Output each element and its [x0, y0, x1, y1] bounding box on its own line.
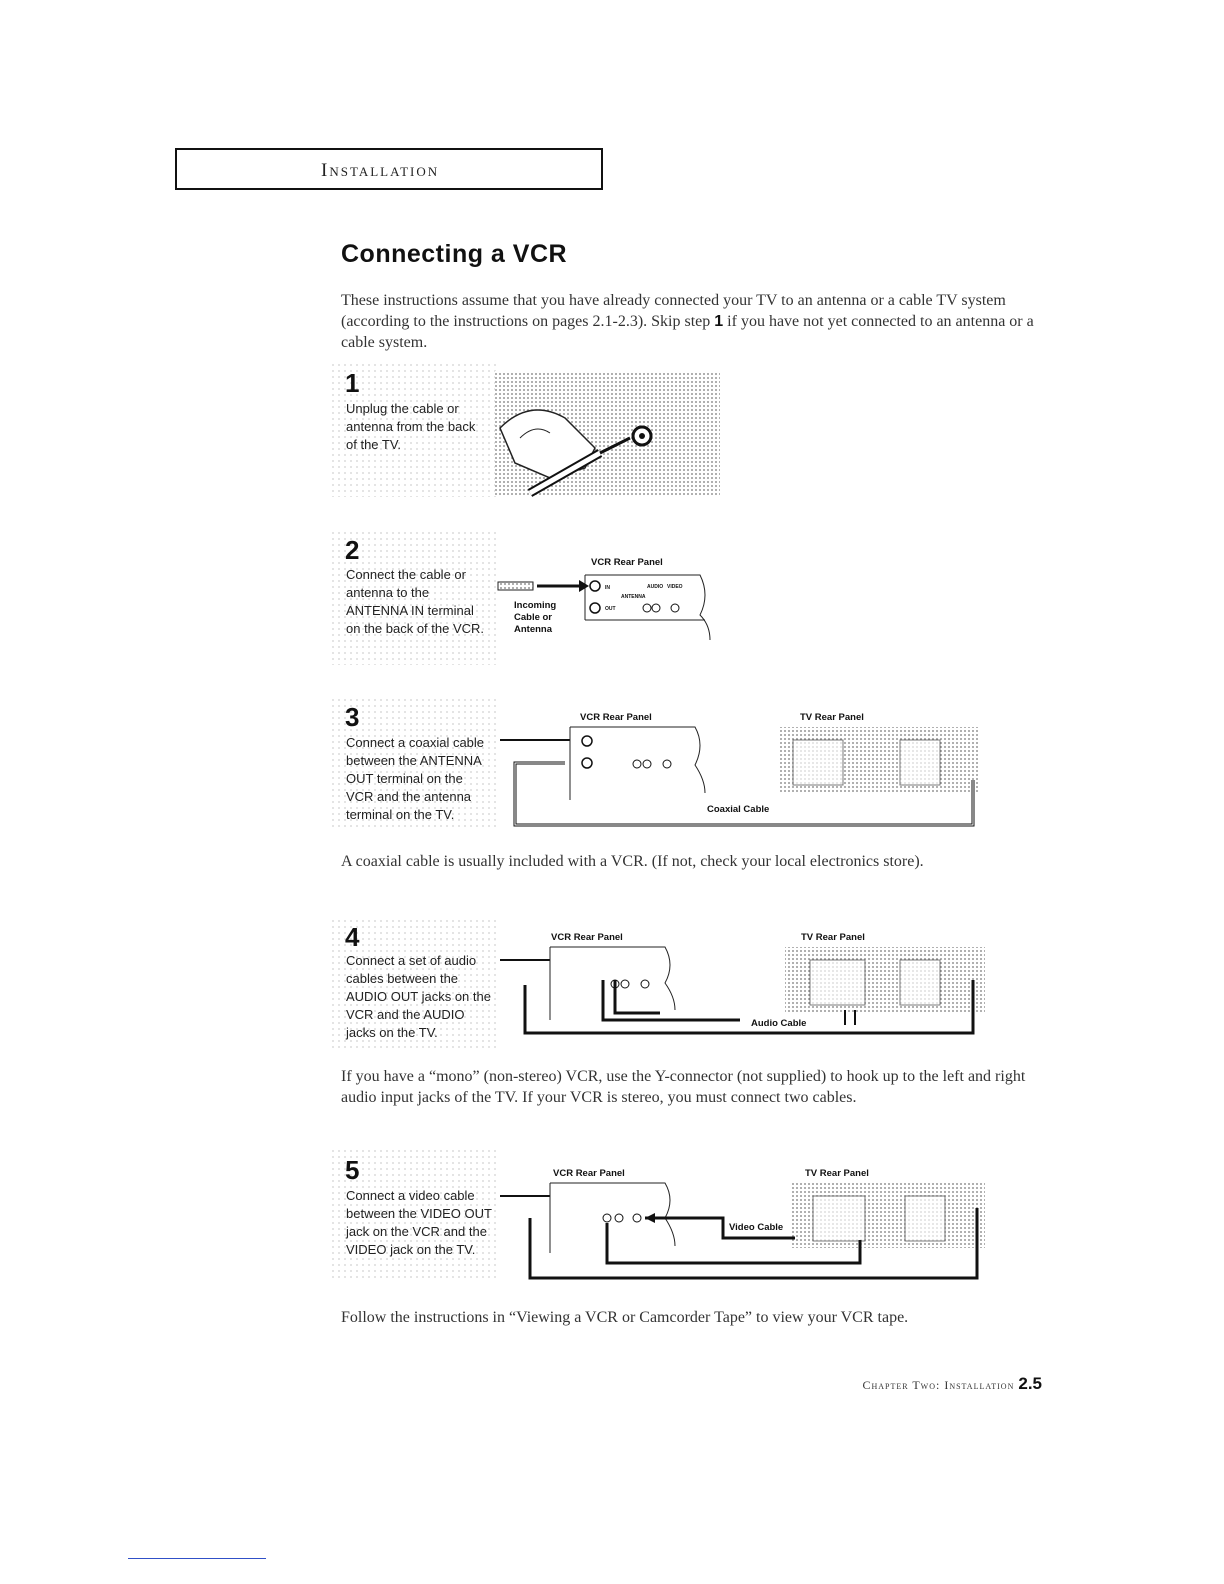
intro-paragraph: [341, 290, 1041, 353]
step-4-line: AUDIO OUT jacks on the: [346, 989, 491, 1004]
intro-text-2: if you have not yet connected to an antenna or a cable system.: [341, 313, 1034, 351]
step-5-line: Connect a video cable: [346, 1188, 475, 1203]
step-1-number: 1: [345, 368, 360, 398]
step-1-line: antenna from the back: [346, 419, 476, 434]
incoming-label: Incoming: [514, 600, 557, 611]
follow-note: Follow the instructions in “Viewing a VCR or Camcorder Tape” to view your VCR tape.: [341, 1309, 909, 1326]
footer-chapter: Chapter Two: Installation: [862, 1378, 1015, 1392]
step-1-instructions: [346, 400, 475, 454]
step-4-instructions: [346, 952, 491, 1042]
step-3-instructions: [346, 734, 484, 824]
step-3-line: between the ANTENNA: [346, 753, 482, 768]
step-3-number: 3: [345, 702, 360, 732]
step-2-line: Connect the cable or: [346, 567, 466, 582]
antenna-out-jack: [590, 603, 600, 613]
antenna-label: ANTENNA: [621, 594, 646, 600]
vcr-rear-panel-label: VCR Rear Panel: [551, 932, 623, 943]
section-header: Installation: [321, 160, 440, 181]
incoming-label: Antenna: [514, 624, 552, 635]
video-label: VIDEO: [667, 584, 683, 590]
step-1-illustration: [490, 368, 730, 498]
vcr-rear-panel-label: VCR Rear Panel: [591, 557, 663, 568]
step-2-instructions: [346, 566, 484, 638]
step-2-line: antenna to the: [346, 585, 430, 600]
coaxial-note: A coaxial cable is usually included with a VCR. (If not, check your local electronics store).: [341, 853, 924, 870]
incoming-cable-icon: [498, 582, 533, 590]
incoming-label: Cable or: [514, 612, 553, 623]
audio-label: AUDIO: [647, 584, 664, 590]
page-number: 2.5: [1018, 1374, 1042, 1393]
step-5-instructions: [346, 1187, 492, 1259]
in-label: IN: [605, 585, 610, 591]
step-5-diagram: [495, 1158, 1015, 1283]
page-footer: [862, 1374, 1042, 1394]
step-2-line: on the back of the VCR.: [346, 621, 485, 636]
step-4-line: Connect a set of audio: [346, 953, 477, 968]
step-3-line: Connect a coaxial cable: [346, 735, 485, 750]
step-2-line: ANTENNA IN terminal: [346, 603, 474, 618]
step-4-line: VCR and the AUDIO: [346, 1007, 465, 1022]
vcr-rear-panel-label: VCR Rear Panel: [553, 1168, 625, 1179]
step-3-line: terminal on the TV.: [346, 807, 455, 822]
step-3-line: VCR and the antenna: [346, 789, 472, 804]
step-4-diagram: [495, 925, 1015, 1050]
step-2-diagram: [495, 550, 735, 660]
step-5-number: 5: [345, 1155, 360, 1185]
audio-cable-label: Audio Cable: [751, 1018, 807, 1029]
intro-text-1: These instructions assume that you have already connected your TV to an antenna or a cable TV system (according to the instructions on pages 2.1-2.3). Skip step: [341, 292, 1006, 330]
intro-bold-step: 1: [714, 313, 724, 330]
page-title: Connecting a VCR: [341, 240, 568, 268]
step-5-line: VIDEO jack on the TV.: [346, 1242, 476, 1257]
step-2-number: 2: [345, 535, 360, 565]
mono-note: If you have a “mono” (non-stereo) VCR, use the Y-connector (not supplied) to hook up to the left and right audio input jacks of the TV. If your VCR is stereo, you must connect two cables.: [341, 1068, 1026, 1106]
tv-rear-panel-label: TV Rear Panel: [805, 1168, 869, 1179]
step-1-line: Unplug the cable or: [346, 401, 459, 416]
step-3-diagram: [495, 705, 1015, 835]
step-4-line: jacks on the TV.: [346, 1025, 438, 1040]
tv-rear-panel-label: TV Rear Panel: [800, 712, 864, 723]
step-5-line: jack on the VCR and the: [346, 1224, 487, 1239]
footnote-rule: [128, 1558, 266, 1559]
antenna-in-jack: [590, 581, 600, 591]
tv-rear-panel-label: TV Rear Panel: [801, 932, 865, 943]
step-5-line: between the VIDEO OUT: [346, 1206, 492, 1221]
vcr-rear-panel-label: VCR Rear Panel: [580, 712, 652, 723]
out-label: OUT: [605, 606, 616, 612]
section-header-box: [175, 148, 603, 190]
step-4-number: 4: [345, 922, 360, 952]
step-4-line: cables between the: [346, 971, 459, 986]
video-cable-label: Video Cable: [729, 1222, 784, 1233]
step-1-line: of the TV.: [346, 437, 401, 452]
step-3-line: OUT terminal on the: [346, 771, 463, 786]
coaxial-cable-label: Coaxial Cable: [707, 804, 770, 815]
